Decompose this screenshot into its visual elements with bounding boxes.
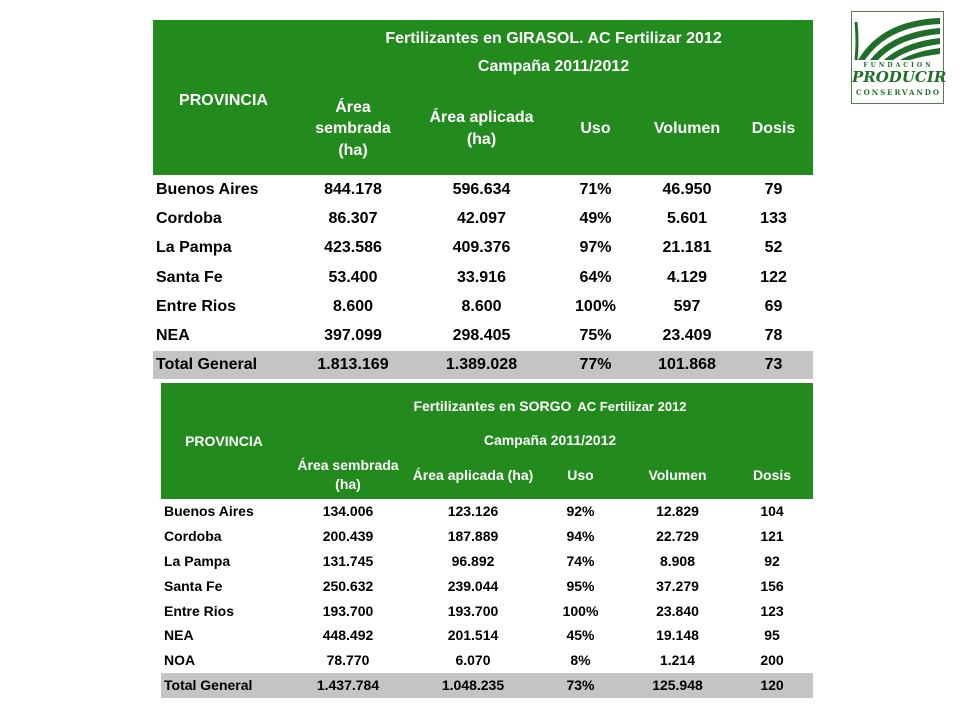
- value-cell: 187.889: [447, 528, 499, 545]
- value-cell: 19.148: [656, 627, 699, 644]
- value-cell: 123: [760, 602, 784, 619]
- province-cell: Buenos Aires: [156, 180, 259, 198]
- value-cell: 596.634: [452, 180, 511, 198]
- table-row: [153, 234, 813, 263]
- value-cell: 5.601: [666, 209, 708, 227]
- girasol-table: [153, 20, 813, 379]
- value-cell: 134.006: [322, 503, 374, 520]
- value-cell: 23.840: [656, 602, 699, 619]
- value-cell: 52: [764, 239, 783, 257]
- total-value-cell: 73%: [537, 673, 624, 698]
- logo-text-fundacion: FUNDACION: [863, 62, 934, 69]
- col-header-dosis: Dosis: [734, 83, 813, 175]
- value-cell: 78: [764, 327, 783, 345]
- value-cell: 92%: [566, 503, 595, 520]
- value-cell: 74%: [566, 552, 595, 569]
- value-cell: 156: [760, 577, 784, 594]
- col-header-area-aplicada: Área aplicada (ha): [412, 83, 551, 175]
- col-header-area-sembrada: Área sembrada (ha): [294, 83, 412, 175]
- col-header-volumen: Volumen: [624, 451, 731, 499]
- value-cell: 239.044: [447, 577, 499, 594]
- province-header: PROVINCIA: [153, 20, 294, 175]
- value-cell: 8.600: [332, 297, 374, 315]
- value-cell: 8%: [570, 652, 591, 669]
- value-cell: 95%: [566, 577, 595, 594]
- total-value-cell: 1.389.028: [412, 351, 551, 379]
- value-cell: 123.126: [447, 503, 499, 520]
- value-cell: 69: [764, 297, 783, 315]
- value-cell: 23.409: [662, 327, 712, 345]
- value-cell: 78.770: [326, 652, 370, 669]
- province-cell: Santa Fe: [156, 268, 223, 286]
- value-cell: 12.829: [656, 503, 699, 520]
- table-title-suffix: AC Fertilizar 2012: [577, 399, 687, 414]
- total-value-cell: 77%: [551, 351, 640, 379]
- province-cell: La Pampa: [164, 552, 231, 569]
- table-row: [153, 204, 813, 233]
- col-header-area-aplicada: Área aplicada (ha): [409, 451, 537, 499]
- value-cell: 448.492: [322, 627, 374, 644]
- total-label-cell: Total General: [161, 673, 287, 698]
- total-row: [161, 673, 813, 698]
- province-cell: Buenos Aires: [164, 503, 254, 520]
- value-cell: 193.700: [447, 602, 499, 619]
- campaign-label: Campaña 2011/2012: [294, 51, 813, 83]
- total-value-cell: 1.813.169: [294, 351, 412, 379]
- col-header-dosis: Dosis: [731, 451, 813, 499]
- value-cell: 844.178: [324, 180, 382, 198]
- value-cell: 46.950: [662, 180, 712, 198]
- table-row: [161, 598, 813, 623]
- value-cell: 4.129: [666, 268, 708, 286]
- province-cell: NOA: [164, 652, 196, 669]
- table-row: [153, 292, 813, 321]
- value-cell: 71%: [579, 180, 612, 198]
- value-cell: 597: [673, 297, 701, 315]
- province-cell: Cordoba: [164, 528, 222, 545]
- value-cell: 45%: [566, 627, 595, 644]
- province-header: PROVINCIA: [161, 383, 287, 499]
- table-row: [153, 321, 813, 350]
- value-cell: 95: [764, 627, 780, 644]
- value-cell: 409.376: [452, 239, 511, 257]
- table-title: Fertilizantes en GIRASOL. AC Fertilizar 2012: [294, 20, 813, 51]
- value-cell: 6.070: [455, 652, 491, 669]
- value-cell: 53.400: [328, 268, 378, 286]
- total-value-cell: 120: [731, 673, 813, 698]
- province-cell: Santa Fe: [164, 577, 223, 594]
- total-value-cell: 125.948: [624, 673, 731, 698]
- total-value-cell: 73: [734, 351, 813, 379]
- table-title-main: Fertilizantes en SORGO: [413, 398, 572, 414]
- value-cell: 122: [760, 268, 787, 286]
- sorgo-table: [161, 383, 813, 698]
- value-cell: 8.600: [461, 297, 502, 315]
- value-cell: 96.892: [451, 552, 495, 569]
- table-row: [161, 524, 813, 549]
- table-title: [287, 383, 813, 429]
- value-cell: 94%: [566, 528, 595, 545]
- table-row: [161, 499, 813, 524]
- logo-text-conservando: CONSERVANDO: [856, 88, 941, 97]
- col-header-uso: Uso: [551, 83, 640, 175]
- province-cell: Entre Rios: [164, 602, 235, 619]
- value-cell: 42.097: [457, 209, 506, 227]
- value-cell: 100%: [562, 602, 599, 619]
- total-value-cell: 1.437.784: [287, 673, 409, 698]
- value-cell: 397.099: [324, 327, 382, 345]
- value-cell: 8.908: [659, 552, 696, 569]
- total-value-cell: 101.868: [640, 351, 734, 379]
- total-label-cell: Total General: [153, 351, 294, 379]
- value-cell: 100%: [575, 297, 616, 315]
- value-cell: 75%: [579, 327, 612, 345]
- value-cell: 201.514: [447, 627, 499, 644]
- value-cell: 1.214: [659, 652, 696, 669]
- campaign-label: Campaña 2011/2012: [287, 429, 813, 451]
- province-cell: Entre Rios: [156, 297, 237, 315]
- value-cell: 200.439: [322, 528, 374, 545]
- value-cell: 193.700: [322, 602, 374, 619]
- value-cell: 121: [760, 528, 784, 545]
- province-cell: Cordoba: [156, 209, 222, 227]
- value-cell: 97%: [579, 239, 612, 257]
- table-row: [161, 623, 813, 648]
- province-cell: NEA: [156, 327, 190, 345]
- value-cell: 64%: [579, 268, 612, 286]
- province-cell: NEA: [164, 627, 194, 644]
- table-row: [161, 648, 813, 673]
- col-header-volumen: Volumen: [640, 83, 734, 175]
- value-cell: 21.181: [662, 239, 712, 257]
- table-row: [153, 175, 813, 204]
- logo-text-producir: PRODUCIR: [852, 68, 947, 86]
- value-cell: 298.405: [452, 327, 511, 345]
- value-cell: 86.307: [328, 209, 378, 227]
- value-cell: 92: [764, 552, 780, 569]
- value-cell: 33.916: [457, 268, 506, 286]
- value-cell: 131.745: [322, 552, 374, 569]
- value-cell: 37.279: [656, 577, 699, 594]
- total-value-cell: 1.048.235: [409, 673, 537, 698]
- fundacion-producir-conservando-logo: [851, 11, 947, 104]
- field-rows-icon: [852, 12, 945, 62]
- total-row: [153, 351, 813, 379]
- col-header-uso: Uso: [537, 451, 624, 499]
- table-row: [161, 549, 813, 574]
- province-cell: La Pampa: [156, 239, 232, 257]
- value-cell: 104: [760, 503, 784, 520]
- value-cell: 22.729: [656, 528, 699, 545]
- value-cell: 200: [760, 652, 784, 669]
- value-cell: 423.586: [324, 239, 382, 257]
- value-cell: 133: [760, 209, 787, 227]
- value-cell: 79: [764, 180, 783, 198]
- col-header-area-sembrada: Área sembrada (ha): [287, 451, 409, 499]
- value-cell: 250.632: [322, 577, 374, 594]
- table-row: [153, 263, 813, 292]
- value-cell: 49%: [579, 209, 612, 227]
- table-row: [161, 573, 813, 598]
